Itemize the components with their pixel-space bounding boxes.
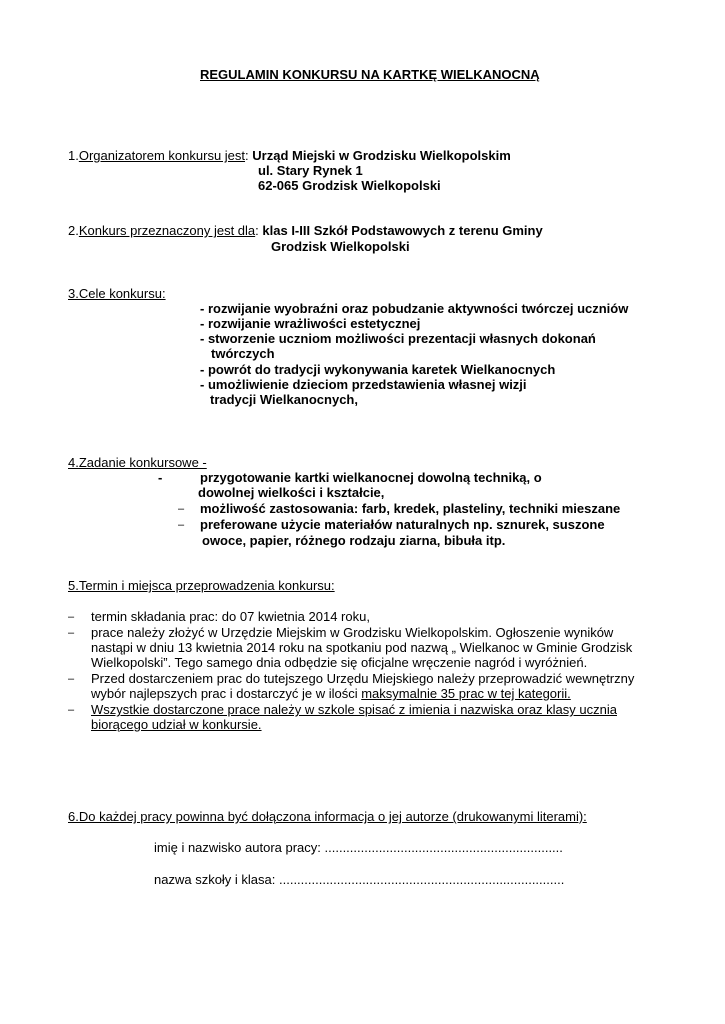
bullet-dash: – xyxy=(178,519,185,531)
bullet-dash: – xyxy=(178,503,185,515)
bullet-dash: – xyxy=(68,673,75,685)
bullet-dash: – xyxy=(68,627,75,639)
organizer-name: Urząd Miejski w Grodzisku Wielkopolskim xyxy=(252,148,511,163)
target-audience-cont: Grodzisk Wielkopolski xyxy=(271,239,410,254)
bullet-dash: – xyxy=(68,611,75,623)
organizer-street: ul. Stary Rynek 1 xyxy=(258,163,363,178)
goal-item-cont: twórczych xyxy=(211,346,275,361)
schedule-item-cont: Wielkopolski”. Tego samego dnia odbędzie się oficjalne wręczenie nagród i wyróżnień. xyxy=(91,655,588,670)
section-6-heading: 6.Do każdej pracy powinna być dołączona informacja o jej autorze (drukowanymi literami): xyxy=(68,809,587,824)
school-class-field: nazwa szkoły i klasa: ............................................................................... xyxy=(154,872,565,887)
task-line: owoce, papier, różnego rodzaju ziarna, bibuła itp. xyxy=(202,533,506,548)
goal-item: - stworzenie uczniom możliwości prezentacji własnych dokonań xyxy=(200,331,596,346)
goal-item: - powrót do tradycji wykonywania karetek Wielkanocnych xyxy=(200,362,556,377)
task-line: przygotowanie kartki wielkanocnej dowolną techniką, o xyxy=(200,470,542,485)
section-1-heading xyxy=(68,148,511,164)
task-line: możliwość zastosowania: farb, kredek, plasteliny, techniki mieszane xyxy=(200,501,621,516)
schedule-item-cont: biorącego udział w konkursie. xyxy=(91,717,262,732)
bullet-dash: – xyxy=(68,704,75,716)
schedule-item-cont: nastąpi w dniu 13 kwietnia 2014 roku na spotkaniu pod nazwą „ Wielkanoc w Gminie Grodzisk xyxy=(91,640,633,655)
goal-item: - umożliwienie dzieciom przedstawienia własnej wizji xyxy=(200,377,527,392)
schedule-item: Przed dostarczeniem prac do tutejszego Urzędu Miejskiego należy przeprowadzić wewnętrzny xyxy=(91,671,635,686)
section-1-number: 1. xyxy=(68,148,79,163)
task-line: dowolnej wielkości i kształcie, xyxy=(198,485,385,500)
target-audience: klas I-III Szkół Podstawowych z terenu Gminy xyxy=(262,223,543,238)
goal-item: - rozwijanie wyobraźni oraz pobudzanie aktywności twórczej uczniów xyxy=(200,301,629,316)
goal-item-cont: tradycji Wielkanocnych, xyxy=(210,392,358,407)
section-2-colon: : xyxy=(255,223,259,238)
schedule-item: prace należy złożyć w Urzędzie Miejskim w Grodzisku Wielkopolskim. Ogłoszenie wyników xyxy=(91,625,614,640)
max-works-note: maksymalnie 35 prac w tej kategorii. xyxy=(361,686,571,701)
section-5-heading: 5.Termin i miejsca przeprowadzenia konkursu: xyxy=(68,578,335,593)
section-4-heading: 4.Zadanie konkursowe - xyxy=(68,455,207,470)
task-line: preferowane użycie materiałów naturalnych np. sznurek, suszone xyxy=(200,517,605,532)
section-2-heading xyxy=(68,223,543,239)
section-2-label: Konkurs przeznaczony jest dla xyxy=(78,223,256,238)
schedule-item: Wszystkie dostarczone prace należy w szkole spisać z imienia i nazwiska oraz klasy ucznia xyxy=(91,702,617,717)
schedule-item-cont xyxy=(91,686,571,702)
section-3-heading: 3.Cele konkursu: xyxy=(68,286,166,301)
organizer-city: 62-065 Grodzisk Wielkopolski xyxy=(258,178,441,193)
bullet-dash: - xyxy=(158,470,163,485)
document-title: REGULAMIN KONKURSU NA KARTKĘ WIELKANOCNĄ xyxy=(200,67,540,82)
section-1-colon: : xyxy=(245,148,249,163)
section-1-label: Organizatorem konkursu jest xyxy=(78,148,246,163)
section-2-number: 2. xyxy=(68,223,79,238)
schedule-item-text: wybór najlepszych prac i dostarczyć je w ilości xyxy=(91,686,362,701)
author-name-field: imię i nazwisko autora pracy: .................................................................. xyxy=(154,840,563,855)
goal-item: - rozwijanie wrażliwości estetycznej xyxy=(200,316,421,331)
schedule-item: termin składania prac: do 07 kwietnia 2014 roku, xyxy=(91,609,370,624)
